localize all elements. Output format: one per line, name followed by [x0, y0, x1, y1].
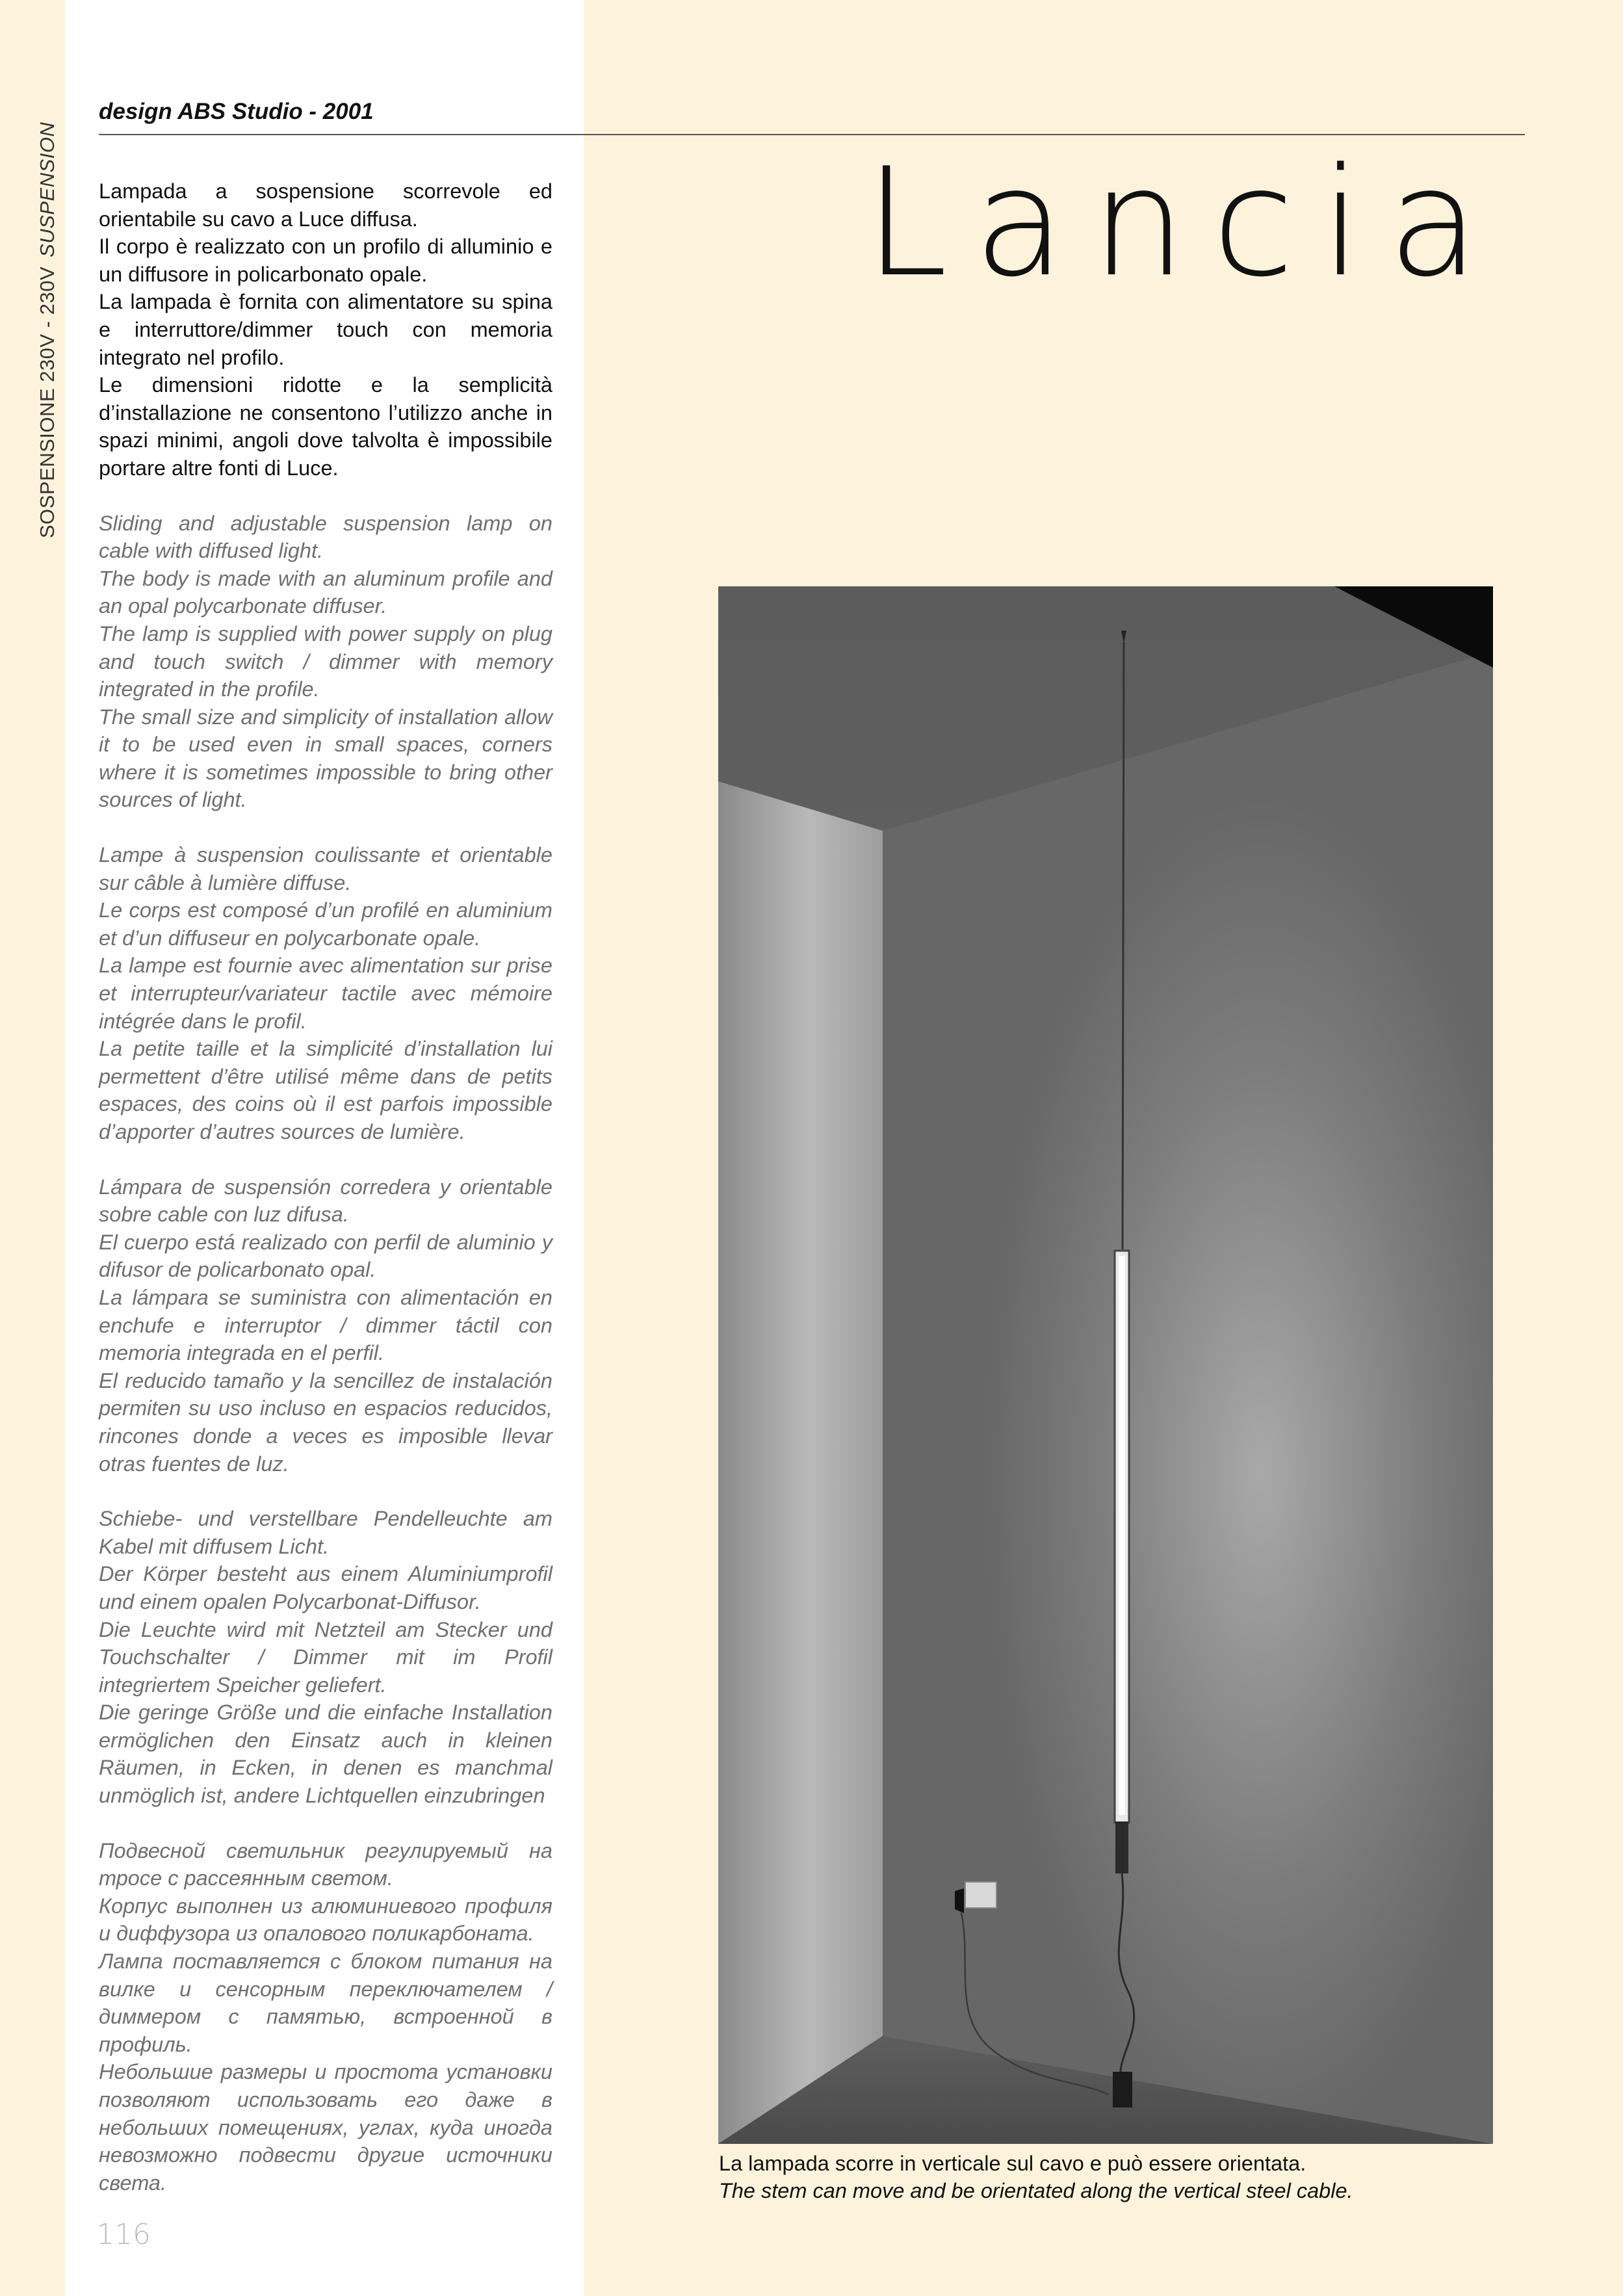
paragraph: Небольшие размеры и простота установки позволяют использовать его даже в небольших помещениях, углах, куда иногда невозможно подвести другие источники света.: [99, 2060, 552, 2195]
page-number: 116: [96, 2218, 151, 2251]
paragraph: Лампа поставляется с блоком питания на вилке и сенсорным переключателем / диммером с памятью, встроенной в профиль.: [99, 1950, 552, 2056]
category-side-label: [36, 122, 59, 538]
paragraph: Le corps est composé d’un profilé en aluminium et d’un diffuseur en polycarbonate opale.: [99, 898, 552, 950]
paragraph: Sliding and adjustable suspension lamp on cable with diffused light.: [99, 511, 552, 563]
description-russian: [99, 1837, 552, 2197]
photo-caption: [719, 2150, 1353, 2204]
design-credit: design ABS Studio - 2001: [99, 99, 374, 124]
left-wall: [718, 781, 883, 2144]
lamp-scene-illustration: [718, 586, 1493, 2144]
paragraph: El cuerpo está realizado con perfil de aluminio y difusor de policarbonato opal.: [99, 1230, 552, 1282]
paragraph: Il corpo è realizzato con un profilo di alluminio e un diffusore in policarbonato opale.: [99, 235, 552, 286]
category-label-it: SOSPENSIONE 230V - 230V: [36, 266, 58, 538]
description-french: [99, 841, 552, 1146]
plug-adapter: [955, 1888, 964, 1913]
wall-socket: [965, 1882, 996, 1908]
paragraph: Le dimensioni ridotte e la semplicità d’installazione ne consentono l’utilizzo anche in spazi minimi, angoli dove talvolta è impossibile portare altre fonti di Luce.: [99, 373, 552, 480]
paragraph: La lámpara se suministra con alimentación en enchufe e interruptor / dimmer táctil con memoria integrada en el perfil.: [99, 1285, 552, 1365]
caption-english: The stem can move and be orientated along the vertical steel cable.: [719, 2179, 1353, 2202]
paragraph: Die geringe Größe und die einfache Installation ermöglichen den Einsatz auch in kleinen Räumen, in Ecken, in denen es manchmal unmöglich ist, andere Lichtquellen einzubringen: [99, 1701, 552, 1808]
product-photo: [718, 586, 1493, 2144]
description-spanish: [99, 1173, 552, 1478]
paragraph: Schiebe- und verstellbare Pendelleuchte am Kabel mit diffusem Licht.: [99, 1507, 552, 1558]
paragraph: La lampada è fornita con alimentatore su spina e interruttore/dimmer touch con memoria integrato nel profilo.: [99, 290, 552, 369]
floor-weight: [1113, 2072, 1132, 2107]
paragraph: Корпус выполнен из алюминиевого профиля и диффузора из опалового поликарбоната.: [99, 1894, 552, 1946]
paragraph: El reducido tamaño y la sencillez de instalación permiten su uso incluso en espacios reducidos, rincones donde a veces es imposible llevar otras fuentes de luz.: [99, 1368, 552, 1476]
paragraph: Lámpara de suspensión corredera y orientable sobre cable con luz difusa.: [99, 1175, 552, 1227]
description-german: [99, 1505, 552, 1810]
paragraph: Подвесной светильник регулируемый на тросе с рассеянным светом.: [99, 1838, 552, 1890]
paragraph: The lamp is supplied with power supply on plug and touch switch / dimmer with memory integrated in the profile.: [99, 621, 552, 701]
description-english: [99, 510, 552, 815]
steel-cable: [1123, 642, 1124, 1249]
paragraph: La petite taille et la simplicité d’installation lui permettent d’être utilisé même dans de petits espaces, des coins où il est parfois impossible d’apporter d’autres sources de lumière.: [99, 1037, 552, 1143]
lamp-diffuser-light: [1119, 1256, 1125, 1815]
description-italian: [99, 177, 552, 482]
paragraph: Die Leuchte wird mit Netzteil am Stecker und Touchschalter / Dimmer mit im Profil integriertem Speicher geliefert.: [99, 1617, 552, 1697]
paragraph: The body is made with an aluminum profile and an opal polycarbonate diffuser.: [99, 566, 552, 618]
description-column: [99, 177, 552, 2224]
back-wall: [883, 651, 1493, 2144]
paragraph: The small size and simplicity of installation allow it to be used even in small spaces, corners where it is sometimes impossible to bring other sources of light.: [99, 705, 552, 812]
header-rule: [99, 134, 1525, 135]
caption-italian: La lampada scorre in verticale sul cavo e può essere orientata.: [719, 2152, 1306, 2175]
category-label-en: SUSPENSION: [36, 122, 58, 257]
paragraph: La lampe est fournie avec alimentation sur prise et interrupteur/variateur tactile avec mémoire intégrée dans le profil.: [99, 954, 552, 1033]
paragraph: Lampe à suspension coulissante et orientable sur câble à lumière diffuse.: [99, 843, 552, 894]
paragraph: Lampada a sospensione scorrevole ed orientabile su cavo a Luce diffusa.: [99, 179, 552, 231]
lamp-dimmer: [1115, 1821, 1128, 1873]
product-title: Lancia: [864, 137, 1506, 310]
paragraph: Der Körper besteht aus einem Aluminiumprofil und einem opalen Polycarbonat-Diffusor.: [99, 1562, 552, 1613]
